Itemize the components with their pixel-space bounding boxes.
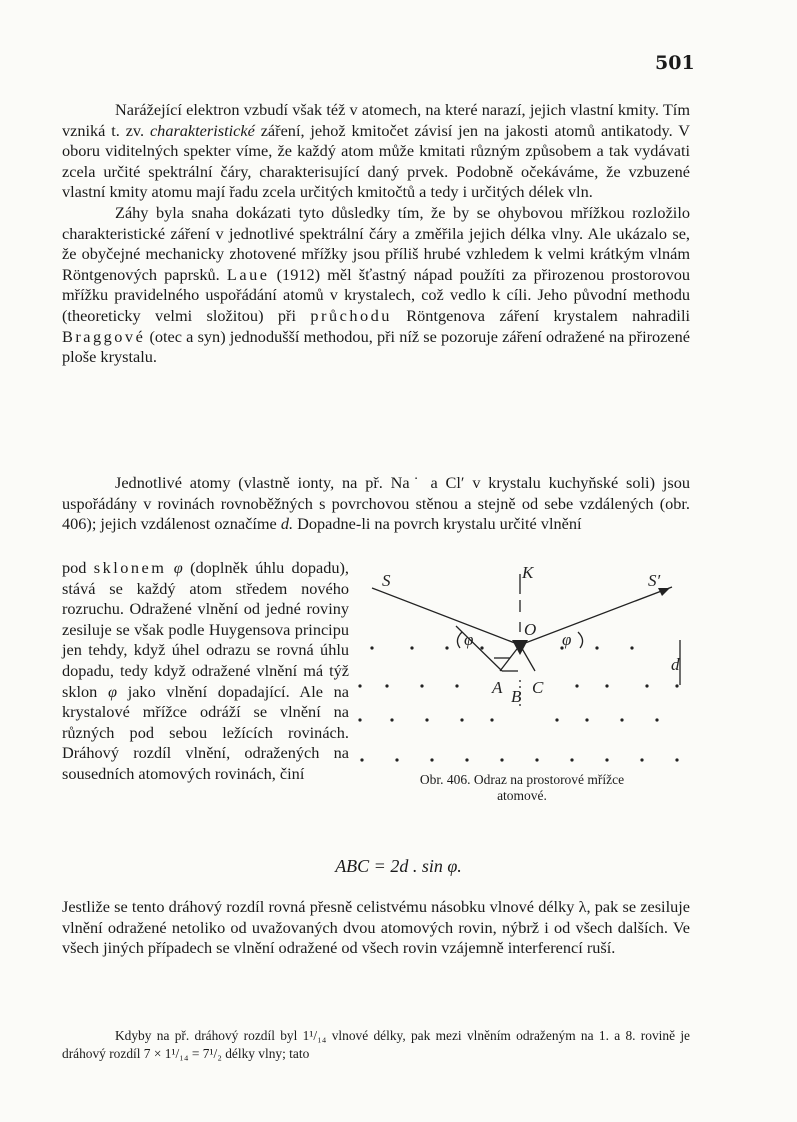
body-text-intro [62, 100, 690, 368]
body-text-interference [62, 897, 690, 959]
page-number: 501 [655, 52, 695, 74]
paragraph: Jednotlivé atomy (vlastně ionty, na př. Na˙ a Cl′ v krystalu kuchyňské soli) jsou uspořádány v rovinách rovnoběžných s povrchovou stěnou a stejně od sebe vzdálených (obr. 406); jejich vzdálenost označíme d. Dopadne-li na povrch krystalu určité vlnění [62, 473, 690, 534]
label-d: d [671, 655, 680, 674]
label-S-prime: S′ [648, 571, 661, 590]
paragraph: Záhy byla snaha dokázati tyto důsledky tím, že by se ohybovou mřížkou rozložilo charakteristické záření v jednotlivé spektrální čáry a změřila jejich délka vlny. Ale ukázalo se, že obyčejné mechanicky zhotovené mřížky jsou příliš hrubé vzhledem k velmi krátkým vlnám Röntgenových paprsků. Laue (1912) měl šťastný nápad použíti za přirozenou prostorovou mřížku pravidelného uspořádání atomů v krystalech, což vedlo k cíli. Jeho původní methodu (theoreticky velmi složitou) při průchodu Röntgenova záření krystalem nahradili Braggové (otec a syn) jednodušší methodou, při níž se pozoruje záření odražené na přirozené ploše krystalu. [62, 202, 691, 367]
paragraph: Narážející elektron vzbudí však též v atomech, na které narazí, jejich vlastní kmity. Tím vzniká t. zv. charakteristické záření, jehož kmitočet závisí jen na jakosti atomů antikatody. V oboru viditelných spekter víme, že každý atom může kmitati různým způsobem a tak vydávati zcela určité spektrální čáry, charakterisující daný prvek. Podobně očekáváme, že vzbuzené vlastní kmity atomu mají řadu zcela určitých kmitočtů a tedy i určitých délek vln. [62, 100, 690, 202]
angle-arc-left [457, 632, 462, 648]
caption-line: atomové. [497, 788, 547, 803]
label-K: K [522, 563, 534, 582]
body-text-atoms [62, 473, 690, 535]
paragraph: pod sklonem φ (doplněk úhlu dopadu), stává se každý atom středem nového rozruchu. Odražené vlnění od jedné roviny zesiluje se však podle Huygensova principu jen tehdy, když úhel odrazu se rovná úhlu dopadu, tedy když odražené vlnění má týž sklon φ jako vlnění dopadající. Ale na krystalové mřížce odráží se vlnění na různých pod sebou ležících rovinách. Dráhový rozdíl vlnění, odražených na sousedních atomových rovinách, činí [62, 558, 349, 783]
label-phi-left: φ [464, 630, 474, 649]
label-S: S [382, 571, 391, 590]
label-C: C [532, 678, 544, 697]
body-text-beside-figure [62, 558, 349, 785]
label-phi-right: φ [562, 630, 572, 649]
incident-ray [372, 588, 520, 645]
label-O: O [524, 620, 537, 639]
wave-line-lower [456, 626, 502, 671]
equation: ABC = 2d . sin φ. [335, 856, 462, 876]
label-B: B [511, 687, 522, 706]
caption-line: Obr. 406. Odraz na prostorové mřížce [419, 772, 625, 787]
angle-arc-right [578, 632, 583, 648]
label-A: A [492, 678, 503, 697]
figure-406 [352, 560, 692, 770]
paragraph: Jestliže se tento dráhový rozdíl rovná přesně celistvému násobku vlnové délky λ, pak se zesiluje vlnění odražené netoliko od uvažovaných dvou atomových rovin, nýbrž i od všech dalších. Ve všech jiných případech se vlnění odražené od všech rovin vzájemně interferencí ruší. [62, 897, 690, 958]
figure-caption [352, 772, 692, 804]
reflection-diagram [352, 560, 692, 770]
footnote-text: Kdyby na př. dráhový rozdíl byl 1¹/₁₄ vlnové délky, pak mezi vlněním odraženým na 1. a 8. rovině je dráhový rozdíl 7 × 1¹/₁₄ = 7¹/₂ délky vlny; tato [62, 1028, 690, 1061]
footnote [62, 1027, 690, 1063]
reflected-ray [520, 587, 672, 645]
